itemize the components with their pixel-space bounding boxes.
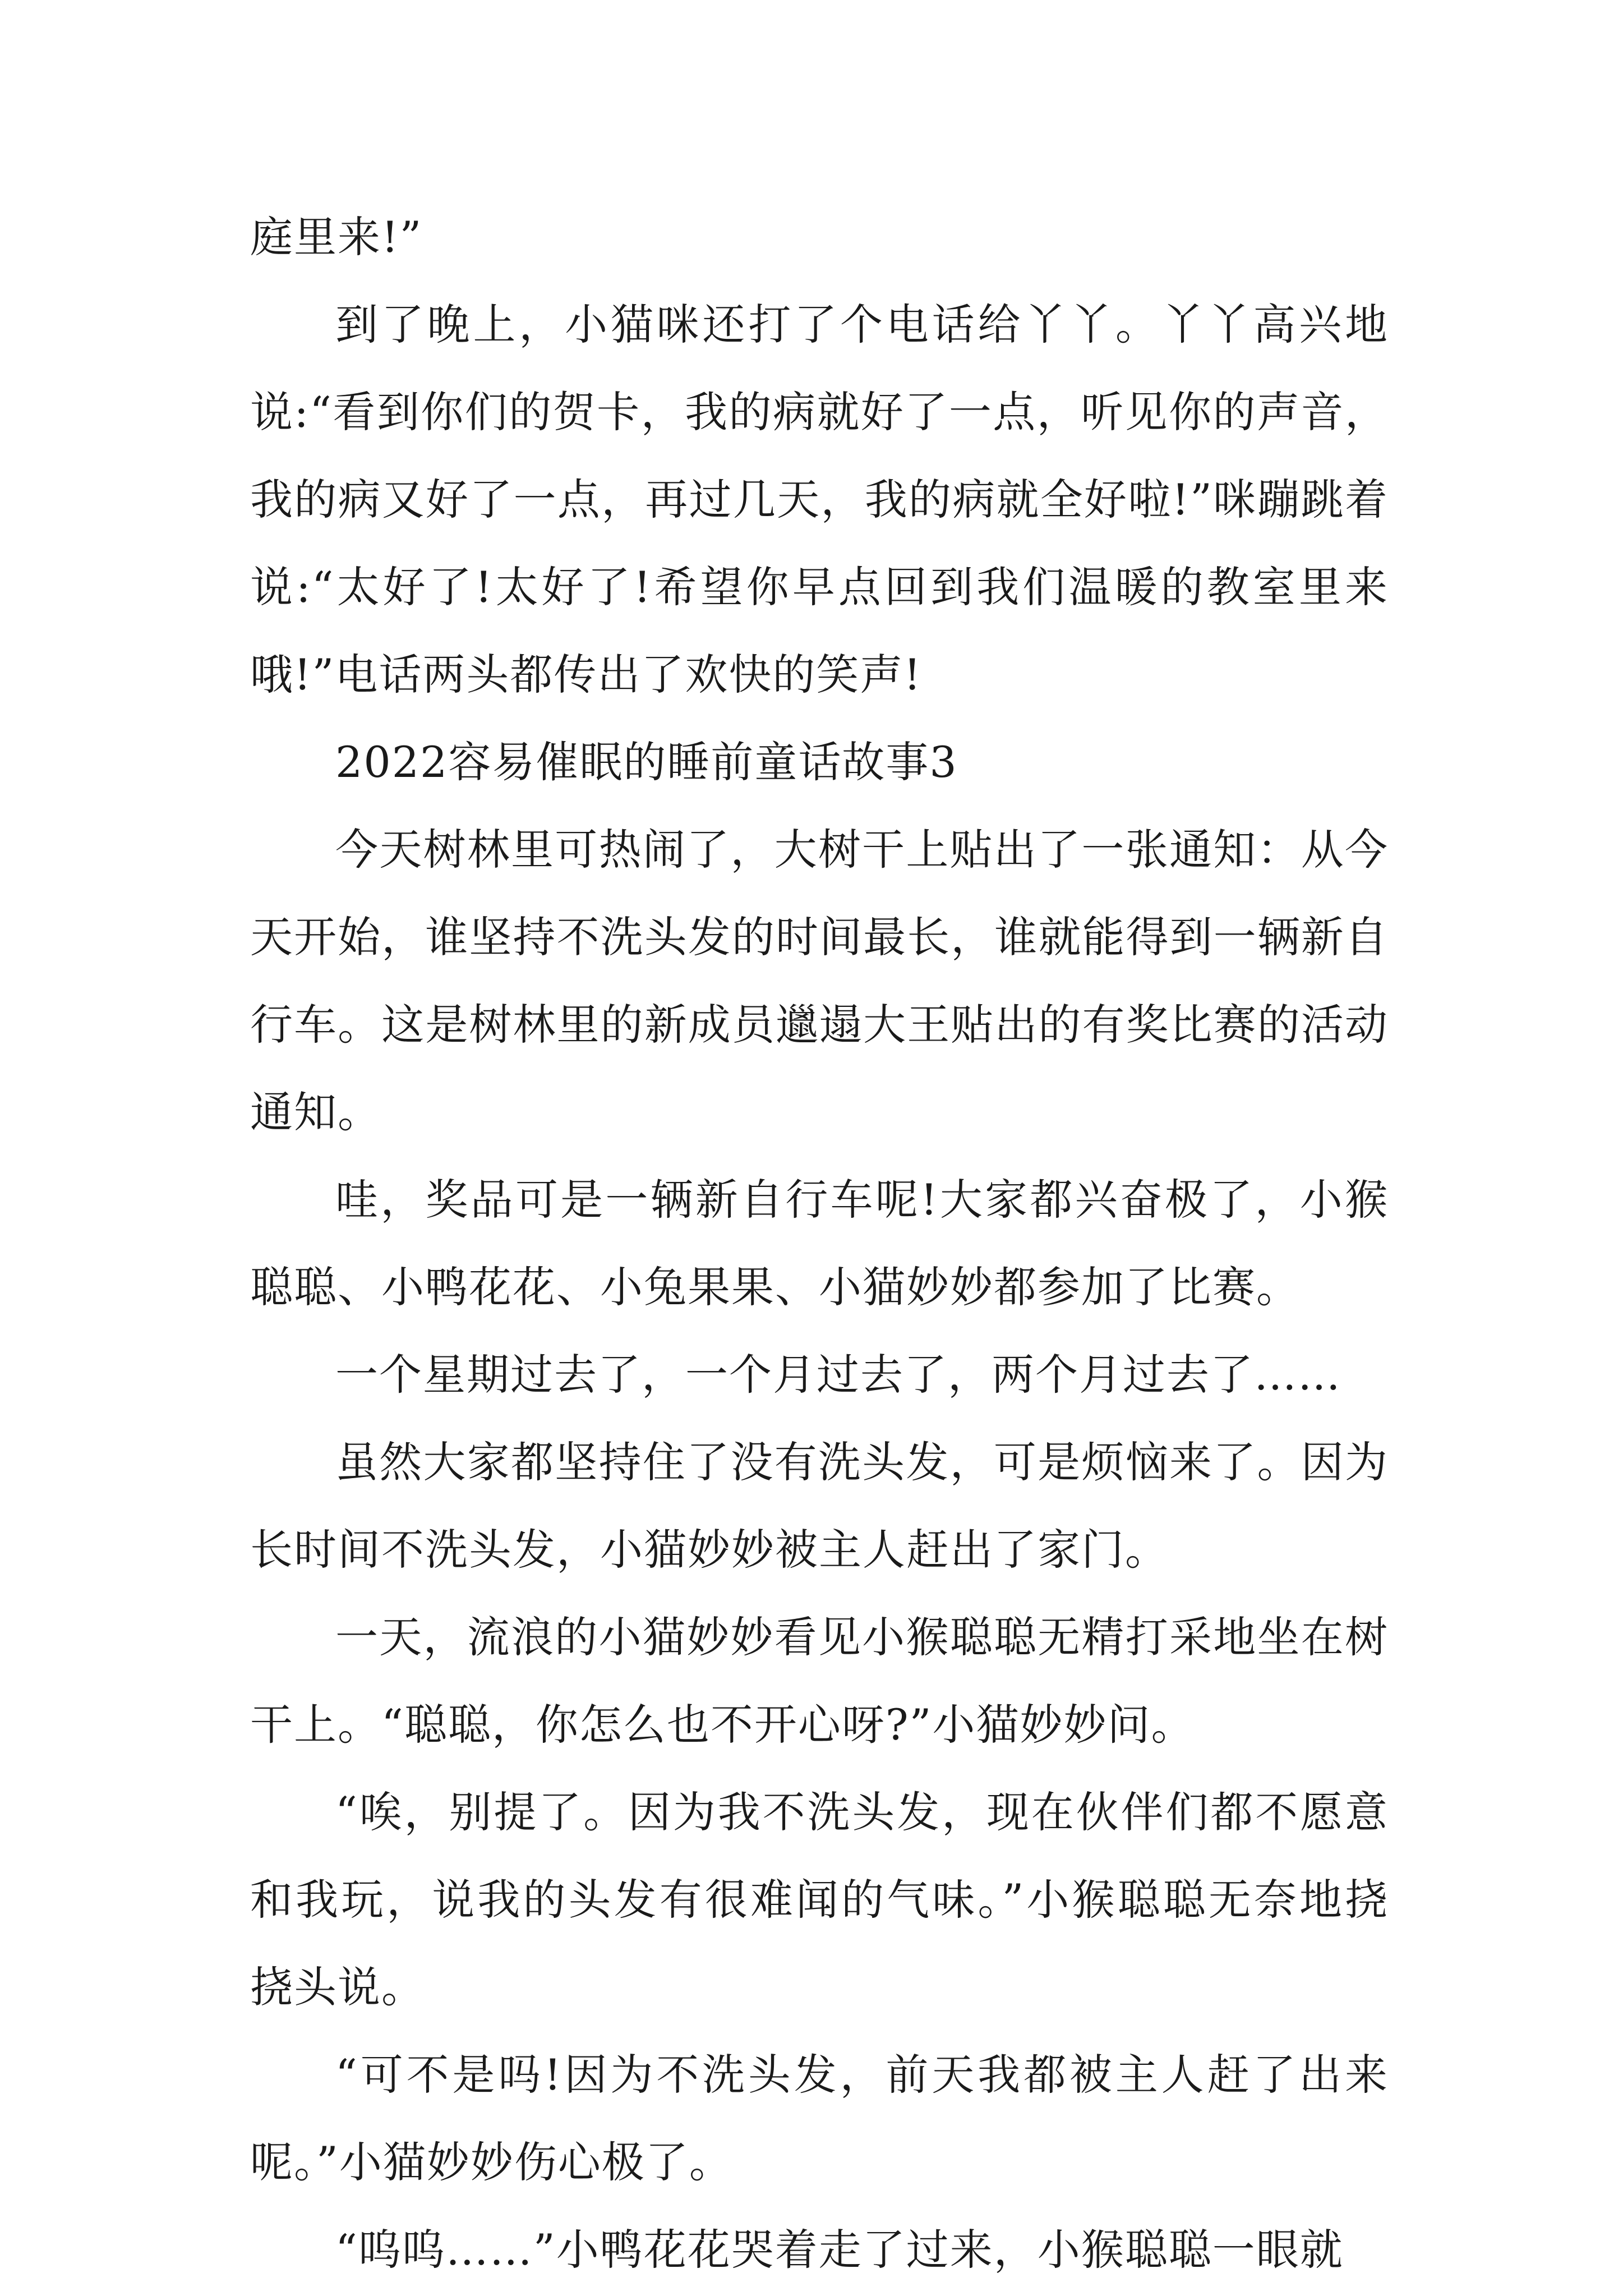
paragraph: 一天，流浪的小猫妙妙看见小猴聪聪无精打采地坐在树干上。“聪聪，你怎么也不开心呀?”小猫妙妙问。 bbox=[250, 1612, 1389, 1750]
paragraph: 今天树林里可热闹了，大树干上贴出了一张通知：从今天开始，谁坚持不洗头发的时间最长，谁就能得到一辆新自行车。这是树林里的新成员邋遢大王贴出的有奖比赛的活动通知。 bbox=[250, 825, 1389, 1137]
document-body bbox=[250, 194, 1389, 2294]
paragraph: 一个星期过去了，一个月过去了，两个月过去了…… bbox=[335, 1350, 1341, 1400]
paragraph-continuation: 庭里来!” bbox=[250, 212, 423, 262]
section-heading: 2022容易催眠的睡前童话故事3 bbox=[335, 737, 958, 787]
paragraph: 到了晚上，小猫咪还打了个电话给丫丫。丫丫高兴地说:“看到你们的贺卡，我的病就好了一点，听见你的声音，我的病又好了一点，再过几天，我的病就全好啦!”咪蹦跳着说:“太好了!太好了!希望你早点回到我们温暖的教室里来哦!”电话两头都传出了欢快的笑声! bbox=[250, 300, 1389, 700]
paragraph: “可不是吗!因为不洗头发，前天我都被主人赶了出来呢。”小猫妙妙伤心极了。 bbox=[250, 2050, 1389, 2187]
paragraph: 哇，奖品可是一辆新自行车呢!大家都兴奋极了，小猴聪聪、小鸭花花、小兔果果、小猫妙妙都参加了比赛。 bbox=[250, 1175, 1389, 1312]
paragraph: “唉，别提了。因为我不洗头发，现在伙伴们都不愿意和我玩，说我的头发有很难闻的气味。”小猴聪聪无奈地挠挠头说。 bbox=[250, 1787, 1389, 2012]
paragraph: 虽然大家都坚持住了没有洗头发，可是烦恼来了。因为长时间不洗头发，小猫妙妙被主人赶出了家门。 bbox=[250, 1437, 1389, 1575]
paragraph: “呜呜……”小鸭花花哭着走了过来，小猴聪聪一眼就 bbox=[335, 2225, 1344, 2275]
